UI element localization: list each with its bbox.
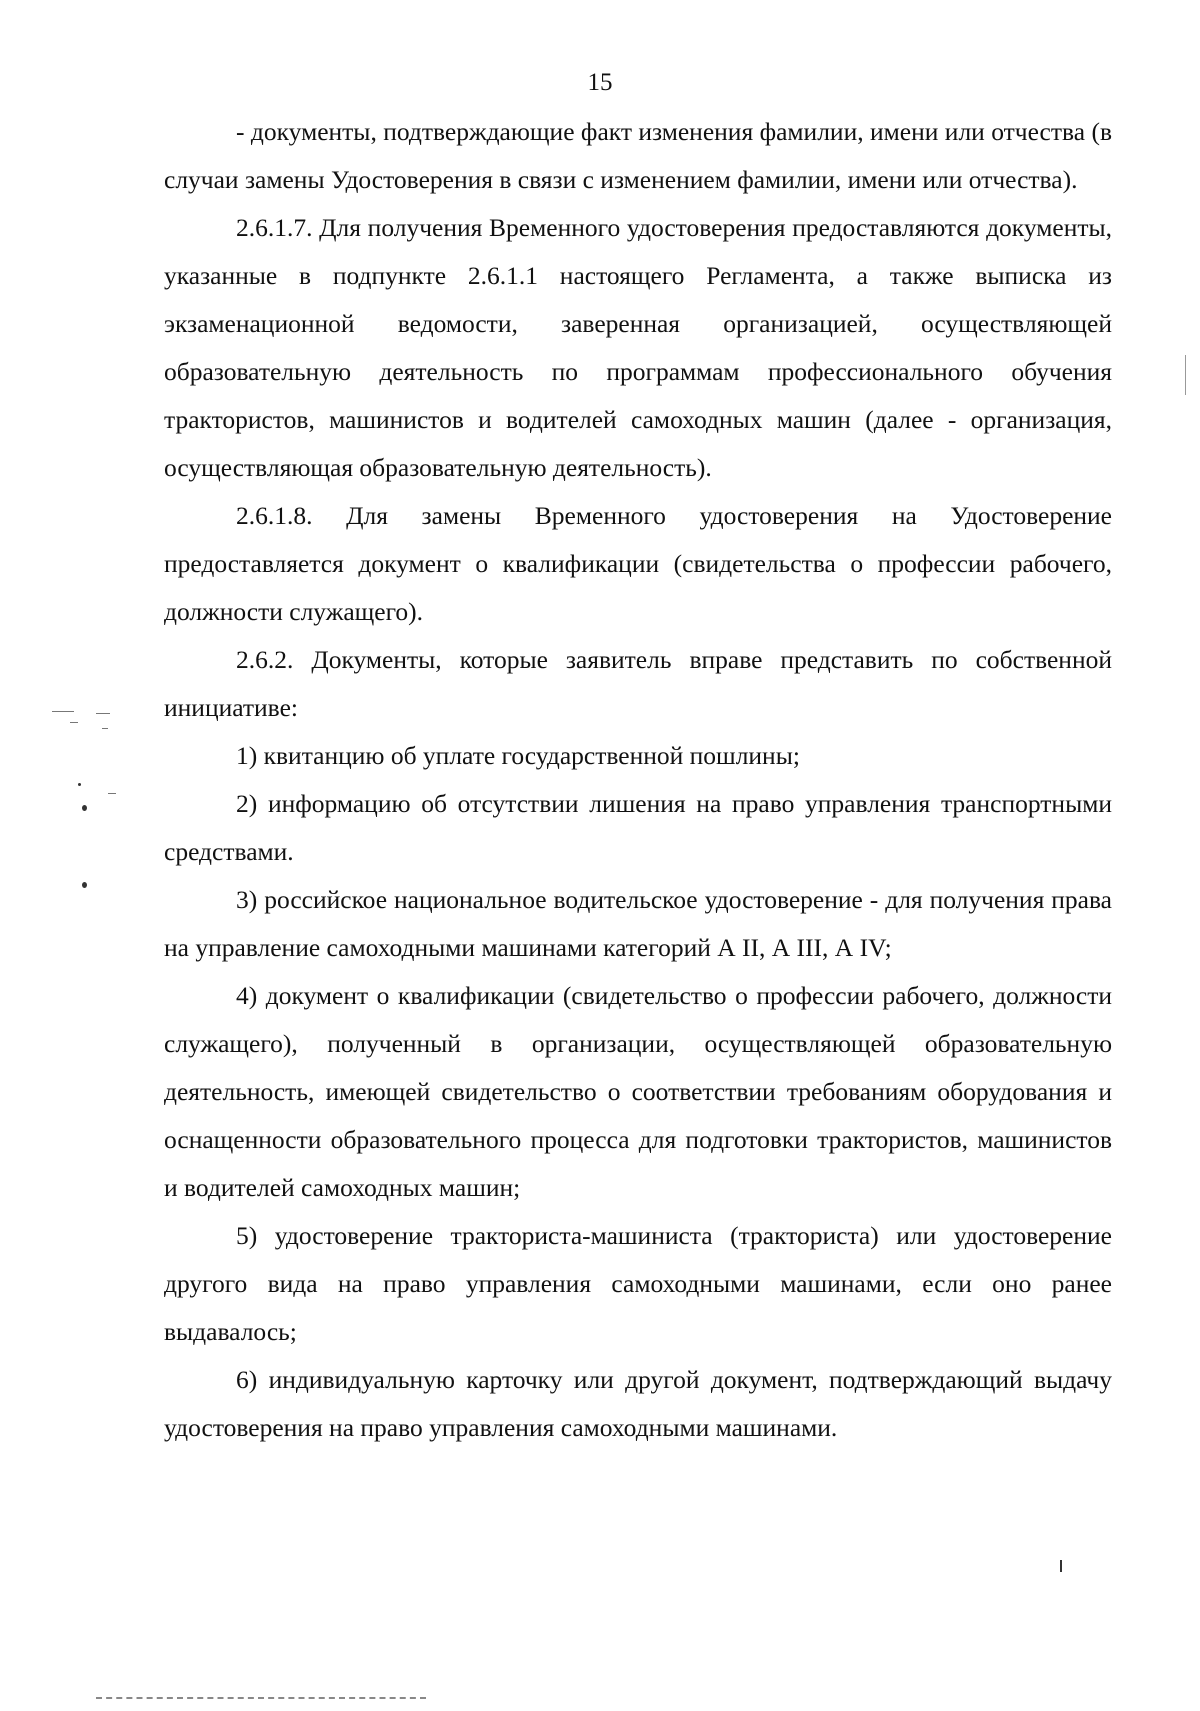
paragraph-2-6-1-8: 2.6.1.8. Для замены Временного удостоверения на Удостоверение предоставляется документ о квалификации (свидетельства о профессии рабочего, должности служащего). [164, 501, 1112, 626]
scan-speck [78, 783, 81, 786]
scan-bottom-edge [96, 1697, 426, 1701]
document-body [164, 108, 1112, 1452]
scan-mark [1060, 1560, 1062, 1572]
paragraph-2-6-1-7: 2.6.1.7. Для получения Временного удостоверения предоставляются документы, указанные в подпункте 2.6.1.1 настоящего Регламента, а также выписка из экзаменационной ведомости, заверенная организацией, осуществляющей образовательную деятельность по программам профессионального обучения трактористов, машинистов и водителей самоходных машин (далее - организация, осуществляющая образовательную деятельность). [164, 213, 1112, 482]
list-item-4: 4) документ о квалификации (свидетельство о профессии рабочего, должности служащего), полученный в организации, осуществляющей образовательную деятельность, имеющей свидетельство о соответствии требованиям оборудования и оснащенности образовательного процесса для подготовки трактористов, машинистов и водителей самоходных машин; [164, 981, 1112, 1202]
scan-speck [82, 882, 87, 888]
scan-mark [1185, 355, 1186, 395]
scan-mark [108, 793, 116, 794]
scan-mark [70, 722, 78, 723]
list-item-5: 5) удостоверение тракториста-машиниста (тракториста) или удостоверение другого вида на право управления самоходными машинами, если оно ранее выдавалось; [164, 1221, 1112, 1346]
list-item-6: 6) индивидуальную карточку или другой документ, подтверждающий выдачу удостоверения на право управления самоходными машинами. [164, 1365, 1112, 1442]
list-item-2: 2) информацию об отсутствии лишения на право управления транспортными средствами. [164, 789, 1112, 866]
list-item-1: 1) квитанцию об уплате государственной пошлины; [236, 741, 800, 770]
paragraph-name-change-documents: - документы, подтверждающие факт изменения фамилии, имени или отчества (в случаи замены Удостоверения в связи с изменением фамилии, имени или отчества). [164, 117, 1112, 194]
page-number: 15 [587, 69, 613, 96]
scan-mark [96, 713, 110, 714]
scan-mark [52, 711, 74, 712]
scan-mark [102, 728, 108, 729]
paragraph-2-6-2: 2.6.2. Документы, которые заявитель вправе представить по собственной инициативе: [164, 645, 1112, 722]
scan-speck [82, 805, 87, 811]
list-item-3: 3) российское национальное водительское удостоверение - для получения права на управление самоходными машинами категорий А II, А III, А IV; [164, 885, 1112, 962]
